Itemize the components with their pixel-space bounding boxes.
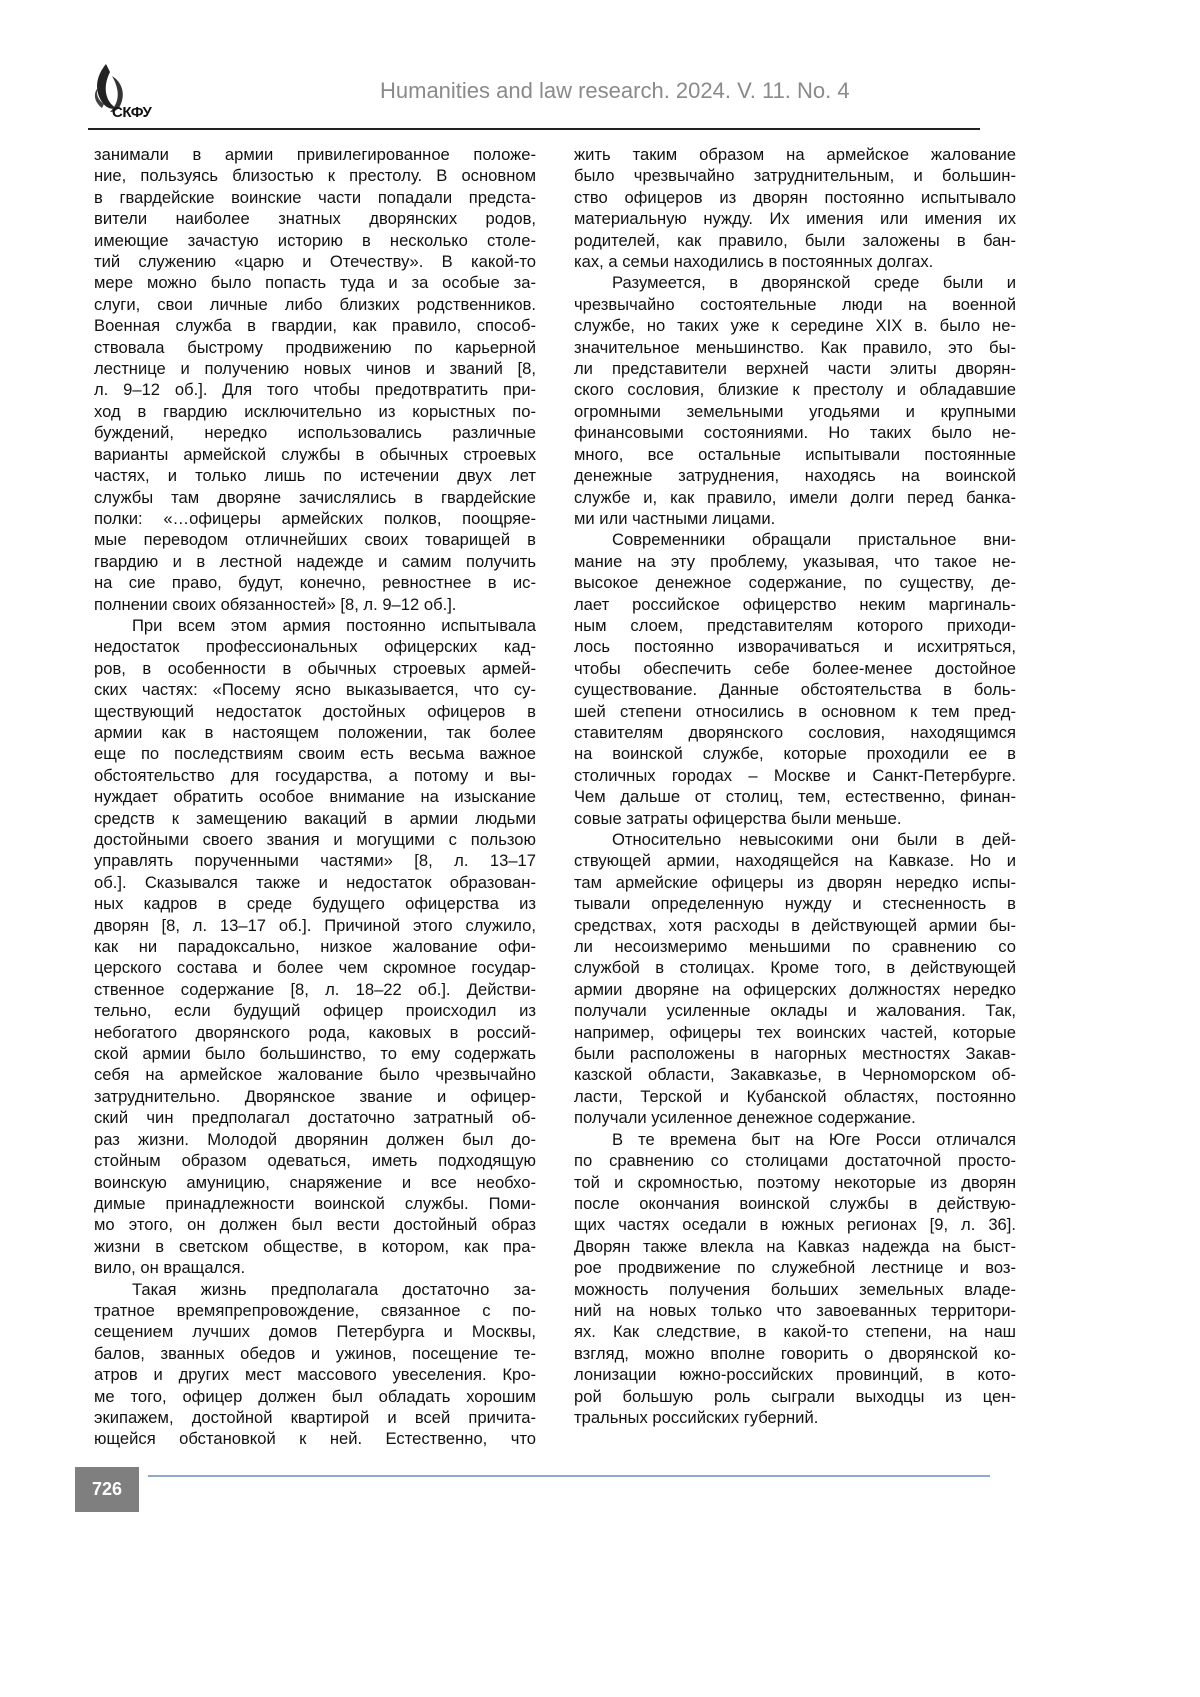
text-line: сещением лучших домов Петербурга и Москвы, [94, 1321, 536, 1342]
text-line: ющейся обстановкой к ней. Естественно, что [94, 1428, 536, 1449]
text-line: слуги, свои личные либо близких родственников. [94, 294, 536, 315]
text-line: имеющие зачастую историю в несколько столе- [94, 230, 536, 251]
text-line: лает российское офицерство неким маргиналь- [574, 594, 1016, 615]
text-line: службой в столицах. Кроме того, в действующей [574, 957, 1016, 978]
text-column-left [94, 144, 536, 1450]
text-line: например, офицеры тех воинских частей, которые [574, 1022, 1016, 1043]
text-line: ных кадров в среде будущего офицерства из [94, 893, 536, 914]
text-line: церского состава и более чем скромное государ- [94, 957, 536, 978]
paragraph [94, 615, 536, 1279]
text-line: ласти, Терской и Кубанской областях, постоянно [574, 1086, 1016, 1107]
text-line: Военная служба в гвардии, как правило, способ- [94, 315, 536, 336]
text-line: ным слоем, представителям которого приходи- [574, 615, 1016, 636]
text-line: чрезвычайно состоятельные люди на военной [574, 294, 1016, 315]
text-line: жить таким образом на армейское жалование [574, 144, 1016, 165]
text-line: небогатого дворянского рода, каковых в россий- [94, 1022, 536, 1043]
text-line: вило, он вращался. [94, 1257, 536, 1278]
text-line: по сравнению со столицами достаточной просто- [574, 1150, 1016, 1171]
paragraph [574, 272, 1016, 529]
text-line: после окончания воинской службы в действую- [574, 1193, 1016, 1214]
text-line: себя на армейское жалование было чрезвычайно [94, 1064, 536, 1085]
text-line: щих частях оседали в южных регионах [9, л. 36]. [574, 1214, 1016, 1235]
text-line: в гвардейские воинские части попадали предста- [94, 187, 536, 208]
text-line: чтобы обеспечить себе более-менее достойное [574, 658, 1016, 679]
text-line: ли представители верхней части элиты дворян- [574, 358, 1016, 379]
footer-divider [148, 1475, 990, 1477]
text-line: армии дворяне на офицерских должностях нередко [574, 979, 1016, 1000]
text-line: При всем этом армия постоянно испытывала [94, 615, 536, 636]
text-line: В те времена быт на Юге Росси отличался [574, 1129, 1016, 1150]
paragraph [574, 829, 1016, 1129]
text-line: недостаток профессиональных офицерских кад- [94, 636, 536, 657]
paragraph [574, 144, 1016, 272]
text-line: Дворян также влекла на Кавказ надежда на быст- [574, 1236, 1016, 1257]
text-line: управлять порученными частями» [8, л. 13–17 [94, 850, 536, 871]
text-line: гвардию и в лестной надежде и самим получить [94, 551, 536, 572]
paragraph [574, 1129, 1016, 1429]
text-line: Относительно невысокими они были в дей- [574, 829, 1016, 850]
text-line: рое продвижение по служебной лестнице и воз- [574, 1257, 1016, 1278]
text-line: нуждает обратить особое внимание на изыскание [94, 786, 536, 807]
text-line: атров и других мест массового увеселения. Кро- [94, 1364, 536, 1385]
text-line: ках, а семьи находились в постоянных долгах. [574, 251, 1016, 272]
paragraph [94, 1279, 536, 1450]
text-line: ход в гвардию исключительно из корыстных по- [94, 401, 536, 422]
text-line: буждений, нередко использовались различные [94, 422, 536, 443]
text-line: материальную нужду. Их имения или имения их [574, 208, 1016, 229]
text-line: ство офицеров из дворян постоянно испытывало [574, 187, 1016, 208]
text-line: совые затраты офицерства были меньше. [574, 808, 1016, 829]
text-line: ствовала быстрому продвижению по карьерной [94, 337, 536, 358]
text-line: службе и, как правило, имели долги перед банка- [574, 487, 1016, 508]
text-line: воинскую амуницию, снаряжение и все необхо- [94, 1172, 536, 1193]
text-line: полки: «…офицеры армейских полков, поощряе- [94, 508, 536, 529]
text-line: еще по последствиям своим есть весьма важное [94, 743, 536, 764]
text-line: мо этого, он должен был вести достойный образ [94, 1214, 536, 1235]
text-line: ях. Как следствие, в какой-то степени, на наш [574, 1321, 1016, 1342]
text-line: рой большую роль сыграли выходцы из цен- [574, 1386, 1016, 1407]
text-line: ний на новых только что завоеванных территори- [574, 1300, 1016, 1321]
text-line: занимали в армии привилегированное положе- [94, 144, 536, 165]
text-line: об.]. Сказывался также и недостаток образован- [94, 872, 536, 893]
text-line: получали усиленное денежное содержание. [574, 1107, 1016, 1128]
text-line: ского сословия, близкие к престолу и обладавшие [574, 379, 1016, 400]
text-line: значительное меньшинство. Как правило, это бы- [574, 337, 1016, 358]
text-line: можность получения больших земельных владе- [574, 1279, 1016, 1300]
text-line: столичных городах – Москве и Санкт-Петербурге. [574, 765, 1016, 786]
text-line: ществующий недостаток достойных офицеров в [94, 701, 536, 722]
text-line: было чрезвычайно затруднительным, и большин- [574, 165, 1016, 186]
text-line: ми или частными лицами. [574, 508, 1016, 529]
text-line: родителей, как правило, были заложены в бан- [574, 230, 1016, 251]
text-line: дворян [8, л. 13–17 об.]. Причиной этого служило, [94, 915, 536, 936]
text-line: лось постоянно изворачиваться и исхитряться, [574, 636, 1016, 657]
text-line: обстоятельство для государства, а потому и вы- [94, 765, 536, 786]
text-line: Разумеется, в дворянской среде были и [574, 272, 1016, 293]
journal-title: Humanities and law research. 2024. V. 11. No. 4 [380, 78, 850, 104]
text-line: взгляд, можно вполне говорить о дворянской ко- [574, 1343, 1016, 1364]
text-line: раз жизни. Молодой дворянин должен был до- [94, 1129, 536, 1150]
text-line: стойным образом одеваться, иметь подходящую [94, 1150, 536, 1171]
text-line: тратное времяпрепровождение, связанное с по- [94, 1300, 536, 1321]
text-line: ли несоизмеримо меньшими по сравнению со [574, 936, 1016, 957]
text-line: частях, и только лишь по истечении двух лет [94, 465, 536, 486]
text-line: ме того, офицер должен был обладать хорошим [94, 1386, 536, 1407]
text-line: мые переводом отличнейших своих товарищей в [94, 529, 536, 550]
text-line: огромными земельными угодьями и крупными [574, 401, 1016, 422]
text-line: много, все остальные испытывали постоянные [574, 444, 1016, 465]
text-line: экипажем, достойной квартирой и всей причита- [94, 1407, 536, 1428]
text-line: Такая жизнь предполагала достаточно за- [94, 1279, 536, 1300]
text-line: ский чин предполагал достаточно затратный об- [94, 1107, 536, 1128]
text-line: как ни парадоксально, низкое жалование офи- [94, 936, 536, 957]
text-line: финансовыми состояниями. Но таких было не- [574, 422, 1016, 443]
text-line: лестнице и получению новых чинов и званий [8, [94, 358, 536, 379]
text-line: Современники обращали пристальное вни- [574, 529, 1016, 550]
text-line: тий служению «царю и Отечеству». В какой-то [94, 251, 536, 272]
text-line: тывали определенную нужду и стесненность в [574, 893, 1016, 914]
text-line: средств к замещению вакаций в армии людьми [94, 808, 536, 829]
text-line: денежные затруднения, находясь на воинской [574, 465, 1016, 486]
header-divider [88, 128, 980, 130]
text-line: средствах, хотя расходы в действующей армии бы- [574, 915, 1016, 936]
text-line: казской области, Закавказье, в Черноморском об- [574, 1064, 1016, 1085]
paragraph [94, 144, 536, 615]
text-line: той и скромностью, поэтому некоторые из дворян [574, 1172, 1016, 1193]
text-line: балов, званных обедов и ужинов, посещение те- [94, 1343, 536, 1364]
text-line: на воинской службе, которые проходили ее в [574, 743, 1016, 764]
text-line: жизни в светском обществе, в котором, как пра- [94, 1236, 536, 1257]
text-line: мание на эту проблему, указывая, что такое не- [574, 551, 1016, 572]
text-line: варианты армейской службы в обычных строевых [94, 444, 536, 465]
text-line: существование. Данные обстоятельства в боль- [574, 679, 1016, 700]
text-line: Чем дальше от столиц, тем, естественно, финан- [574, 786, 1016, 807]
text-line: ственное содержание [8, л. 18–22 об.]. Действи- [94, 979, 536, 1000]
text-line: вители наиболее знатных дворянских родов, [94, 208, 536, 229]
text-line: ние, пользуясь близостью к престолу. В основном [94, 165, 536, 186]
text-line: там армейские офицеры из дворян нередко испы- [574, 872, 1016, 893]
text-line: службе, но таких уже к середине XIX в. было не- [574, 315, 1016, 336]
text-line: ствующей армии, находящейся на Кавказе. Но и [574, 850, 1016, 871]
text-line: мере можно было попасть туда и за особые за- [94, 272, 536, 293]
text-line: были расположены в нагорных местностях Закав- [574, 1043, 1016, 1064]
logo-text: СКФУ [112, 104, 151, 121]
text-line: ров, в особенности в обычных строевых армей- [94, 658, 536, 679]
text-line: димые принадлежности воинской службы. Поми- [94, 1193, 536, 1214]
text-line: полнении своих обязанностей» [8, л. 9–12 об.]. [94, 594, 536, 615]
text-line: на сие право, будут, конечно, ревностнее в ис- [94, 572, 536, 593]
page-number: 726 [75, 1467, 139, 1512]
text-line: ставителям дворянского сословия, находящимся [574, 722, 1016, 743]
text-line: ских частях: «Посему ясно выказывается, что су- [94, 679, 536, 700]
text-line: армии как в настоящем положении, так более [94, 722, 536, 743]
text-line: л. 9–12 об.]. Для того чтобы предотвратить при- [94, 379, 536, 400]
paragraph [574, 529, 1016, 829]
text-column-right [574, 144, 1016, 1428]
text-line: достойными своего звания и могущими с пользою [94, 829, 536, 850]
text-line: тральных российских губерний. [574, 1407, 1016, 1428]
text-line: шей степени относились в основном к тем пред- [574, 701, 1016, 722]
text-line: ской армии было большинство, то ему содержать [94, 1043, 536, 1064]
text-line: тельно, если будущий офицер происходил из [94, 1000, 536, 1021]
text-line: службы там дворяне зачислялись в гвардейские [94, 487, 536, 508]
text-line: затруднительно. Дворянское звание и офицер- [94, 1086, 536, 1107]
text-line: лонизации южно-российских провинций, в кото- [574, 1364, 1016, 1385]
text-line: получали усиленные оклады и жалования. Так, [574, 1000, 1016, 1021]
text-line: высокое денежное содержание, по существу, де- [574, 572, 1016, 593]
